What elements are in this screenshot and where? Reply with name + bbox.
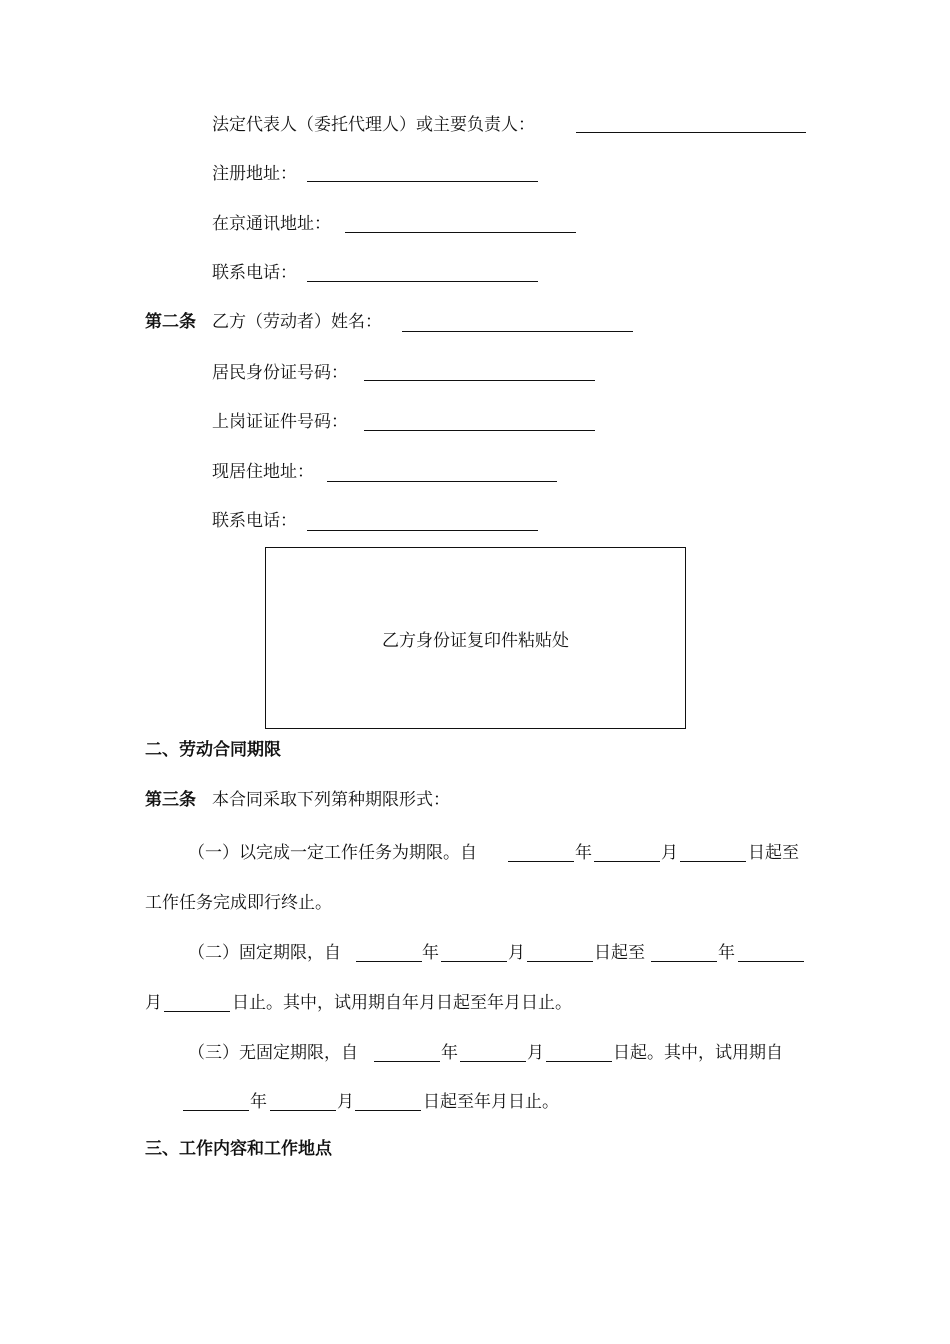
beijing-address-blank[interactable]: [345, 232, 576, 233]
opt3-trial-year-blank[interactable]: [183, 1110, 249, 1111]
party-b-address-label: 现居住地址：: [212, 462, 314, 482]
opt1-line2: 工作任务完成即行终止。: [145, 893, 332, 913]
opt2-start-year-label: 年: [422, 943, 439, 963]
party-b-address-blank[interactable]: [327, 481, 557, 482]
opt1-year-label: 年: [575, 843, 592, 863]
party-a-phone-blank[interactable]: [307, 281, 538, 282]
article3-intro: 本合同采取下列第种期限形式：: [212, 790, 450, 810]
party-b-name-label: 乙方（劳动者）姓名：: [212, 312, 382, 332]
opt2-end-month-label: 月: [145, 993, 162, 1013]
reg-address-blank[interactable]: [307, 181, 538, 182]
opt2-start-month-label: 月: [508, 943, 525, 963]
opt2-prefix: （二）固定期限，自: [188, 943, 341, 963]
party-b-phone-blank[interactable]: [307, 530, 538, 531]
opt3-month-label: 月: [527, 1043, 544, 1063]
post-cert-label: 上岗证证件号码：: [212, 412, 348, 432]
opt3-trial-year-label: 年: [250, 1092, 267, 1112]
id-copy-paste-label: 乙方身份证复印件粘贴处: [382, 630, 569, 651]
opt1-month-label: 月: [661, 843, 678, 863]
opt1-prefix: （一）以完成一定工作任务为期限。自: [188, 843, 477, 863]
opt3-year-label: 年: [441, 1043, 458, 1063]
beijing-address-label: 在京通讯地址：: [212, 214, 331, 234]
opt3-prefix: （三）无固定期限，自: [188, 1043, 358, 1063]
opt2-end-year-label: 年: [718, 943, 735, 963]
opt3-trial-month-label: 月: [337, 1092, 354, 1112]
party-b-phone-label: 联系电话：: [212, 511, 297, 531]
opt3-month-blank[interactable]: [460, 1061, 526, 1062]
legal-rep-blank[interactable]: [576, 132, 806, 133]
legal-rep-label: 法定代表人（委托代理人）或主要负责人：: [212, 115, 535, 135]
id-number-label: 居民身份证号码：: [212, 363, 348, 383]
id-copy-paste-box: [265, 547, 686, 729]
opt2-start-month-blank[interactable]: [441, 961, 507, 962]
article3-title: 第三条: [145, 790, 196, 810]
opt2-end: 日止。其中，试用期自年月日起至年月日止。: [232, 993, 572, 1013]
opt3-mid: 日起。其中，试用期自: [613, 1043, 783, 1063]
opt1-day-to: 日起至: [748, 843, 799, 863]
opt2-end-month-blank[interactable]: [738, 961, 804, 962]
opt3-end: 日起至年月日止。: [423, 1092, 559, 1112]
party-a-phone-label: 联系电话：: [212, 263, 297, 283]
opt2-end-year-blank[interactable]: [651, 961, 717, 962]
opt3-day-blank[interactable]: [546, 1061, 612, 1062]
opt2-day-to: 日起至: [594, 943, 645, 963]
id-number-blank[interactable]: [364, 380, 595, 381]
opt2-start-day-blank[interactable]: [527, 961, 593, 962]
section3-heading: 三、工作内容和工作地点: [145, 1139, 332, 1159]
opt2-start-year-blank[interactable]: [356, 961, 422, 962]
opt3-trial-day-blank[interactable]: [355, 1110, 421, 1111]
opt1-year-blank[interactable]: [508, 861, 574, 862]
opt1-day-blank[interactable]: [680, 861, 746, 862]
opt3-trial-month-blank[interactable]: [270, 1110, 336, 1111]
section2-heading: 二、劳动合同期限: [145, 740, 281, 760]
opt3-year-blank[interactable]: [374, 1061, 440, 1062]
post-cert-blank[interactable]: [364, 430, 595, 431]
reg-address-label: 注册地址：: [212, 164, 297, 184]
opt2-end-day-blank[interactable]: [164, 1011, 230, 1012]
party-b-name-blank[interactable]: [402, 331, 633, 332]
article2-title: 第二条: [145, 312, 196, 332]
opt1-month-blank[interactable]: [594, 861, 660, 862]
